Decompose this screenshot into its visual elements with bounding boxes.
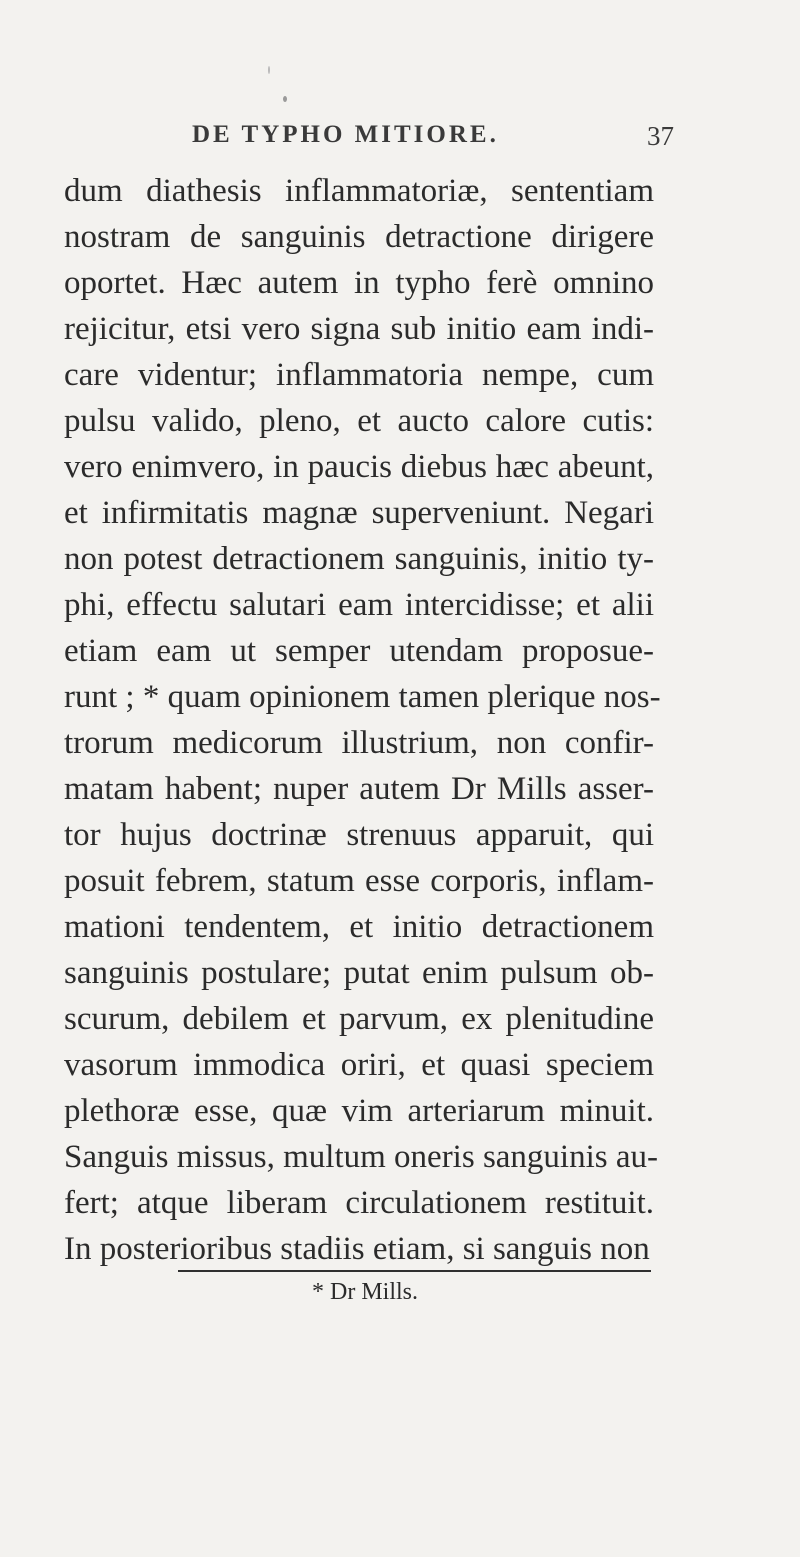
text-line: oportet. Hæc autem in typho ferè omnino [64, 265, 654, 301]
text-line: dum diathesis inflammatoriæ, sententiam [64, 173, 654, 209]
footnote-divider [178, 1270, 651, 1272]
text-line: vasorum immodica oriri, et quasi speciem [64, 1047, 654, 1083]
text-line: scurum, debilem et parvum, ex plenitudine [64, 1001, 654, 1037]
text-line: posuit febrem, statum esse corporis, inflam- [64, 863, 654, 899]
text-line: pulsu valido, pleno, et aucto calore cutis: [64, 403, 654, 439]
ink-speck [283, 96, 287, 102]
text-line: care videntur; inflammatoria nempe, cum [64, 357, 654, 393]
text-line: plethoræ esse, quæ vim arteriarum minuit. [64, 1093, 654, 1129]
text-line: In posterioribus stadiis etiam, si sanguis non [64, 1231, 650, 1267]
text-line: phi, effectu salutari eam intercidisse; et alii [64, 587, 654, 623]
text-line: fert; atque liberam circulationem restituit. [64, 1185, 654, 1221]
text-line: matam habent; nuper autem Dr Mills asser- [64, 771, 654, 807]
running-title: DE TYPHO MITIORE. [192, 121, 499, 148]
ink-speck [268, 66, 270, 74]
body-text [64, 168, 661, 1272]
text-line: vero enimvero, in paucis diebus hæc abeunt, [64, 449, 654, 485]
page-header [0, 121, 800, 159]
text-line: etiam eam ut semper utendam proposue- [64, 633, 654, 669]
page-number: 37 [647, 121, 674, 151]
text-line: nostram de sanguinis detractione dirigere [64, 219, 654, 255]
text-line: et infirmitatis magnæ superveniunt. Negari [64, 495, 654, 531]
footnote: * Dr Mills. [312, 1279, 419, 1305]
text-line: rejicitur, etsi vero signa sub initio eam indi- [64, 311, 654, 347]
text-line: tor hujus doctrinæ strenuus apparuit, qui [64, 817, 654, 853]
text-line: non potest detractionem sanguinis, initio ty- [64, 541, 654, 577]
text-line: sanguinis postulare; putat enim pulsum ob- [64, 955, 654, 991]
text-line: Sanguis missus, multum oneris sanguinis au- [64, 1139, 658, 1175]
text-line: mationi tendentem, et initio detractionem [64, 909, 654, 945]
text-line: trorum medicorum illustrium, non confir- [64, 725, 654, 761]
text-line: runt ; * quam opinionem tamen plerique nos- [64, 679, 661, 715]
